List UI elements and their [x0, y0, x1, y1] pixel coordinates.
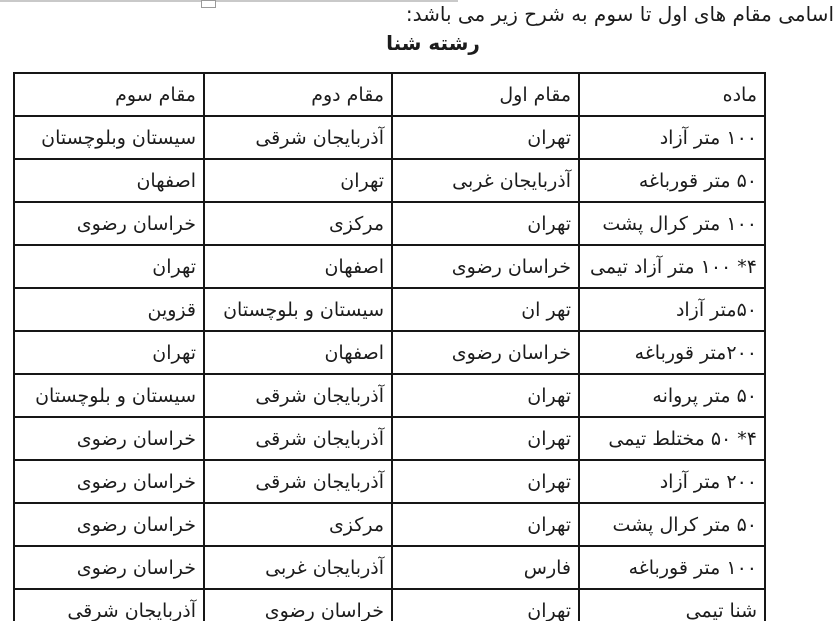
cell-third-place: تهران	[14, 331, 204, 374]
cell-third-place: قزوین	[14, 288, 204, 331]
cutoff-gridline-artifact	[0, 0, 458, 2]
cell-first-place: فارس	[392, 546, 579, 589]
cell-second-place: آذربایجان شرقی	[204, 374, 392, 417]
table-row	[14, 245, 765, 288]
table-row	[14, 417, 765, 460]
cell-third-place: خراسان رضوی	[14, 417, 204, 460]
table-row	[14, 331, 765, 374]
table-row	[14, 116, 765, 159]
column-header-third: مقام سوم	[14, 73, 204, 116]
cell-second-place: تهران	[204, 159, 392, 202]
cell-third-place: تهران	[14, 245, 204, 288]
cell-event: شنا تیمی	[579, 589, 765, 621]
cell-first-place: تهران	[392, 417, 579, 460]
cell-event: ۴* ۱۰۰ متر آزاد تیمی	[579, 245, 765, 288]
cell-second-place: اصفهان	[204, 331, 392, 374]
cell-event: ۲۰۰متر قورباغه	[579, 331, 765, 374]
table-row	[14, 460, 765, 503]
table-row	[14, 374, 765, 417]
cell-second-place: اصفهان	[204, 245, 392, 288]
cell-second-place: مرکزی	[204, 503, 392, 546]
cell-second-place: آذربایجان شرقی	[204, 116, 392, 159]
cell-first-place: تهران	[392, 374, 579, 417]
cell-event: ۲۰۰ متر آزاد	[579, 460, 765, 503]
cell-first-place: آذربایجان غربی	[392, 159, 579, 202]
column-header-first: مقام اول	[392, 73, 579, 116]
cell-third-place: خراسان رضوی	[14, 202, 204, 245]
cell-third-place: سیستان وبلوچستان	[14, 116, 204, 159]
cell-third-place: خراسان رضوی	[14, 546, 204, 589]
cell-first-place: تهر ان	[392, 288, 579, 331]
cell-third-place: آذربایجان شرقی	[14, 589, 204, 621]
cell-first-place: تهران	[392, 589, 579, 621]
cell-event: ۵۰ متر قورباغه	[579, 159, 765, 202]
cell-third-place: خراسان رضوی	[14, 503, 204, 546]
cell-event: ۱۰۰ متر آزاد	[579, 116, 765, 159]
table-row	[14, 159, 765, 202]
table-row	[14, 503, 765, 546]
cell-event: ۱۰۰ متر قورباغه	[579, 546, 765, 589]
cell-second-place: مرکزی	[204, 202, 392, 245]
cell-third-place: خراسان رضوی	[14, 460, 204, 503]
cell-first-place: تهران	[392, 116, 579, 159]
column-header-event: ماده	[579, 73, 765, 116]
table-row	[14, 202, 765, 245]
header-row	[14, 73, 765, 116]
cell-first-place: تهران	[392, 460, 579, 503]
section-title: رشته شنا	[386, 31, 480, 55]
cell-second-place: آذربایجان شرقی	[204, 460, 392, 503]
cell-event: ۵۰متر آزاد	[579, 288, 765, 331]
cell-first-place: خراسان رضوی	[392, 245, 579, 288]
cell-third-place: اصفهان	[14, 159, 204, 202]
cell-event: ۵۰ متر پروانه	[579, 374, 765, 417]
column-header-second: مقام دوم	[204, 73, 392, 116]
cell-event: ۵۰ متر کرال پشت	[579, 503, 765, 546]
cell-event: ۱۰۰ متر کرال پشت	[579, 202, 765, 245]
intro-text: اسامی مقام های اول تا سوم به شرح زیر می باشد:	[405, 2, 834, 26]
cell-first-place: تهران	[392, 202, 579, 245]
cell-first-place: تهران	[392, 503, 579, 546]
cell-first-place: خراسان رضوی	[392, 331, 579, 374]
cell-third-place: سیستان و بلوچستان	[14, 374, 204, 417]
cell-second-place: سیستان و بلوچستان	[204, 288, 392, 331]
cell-event: ۴* ۵۰ مختلط تیمی	[579, 417, 765, 460]
cell-second-place: آذربایجان شرقی	[204, 417, 392, 460]
cell-second-place: خراسان رضوی	[204, 589, 392, 621]
table-row	[14, 589, 765, 621]
table-row	[14, 288, 765, 331]
table-resize-handle[interactable]	[201, 0, 216, 8]
cell-second-place: آذربایجان غربی	[204, 546, 392, 589]
results-table	[13, 72, 766, 621]
table-row	[14, 546, 765, 589]
